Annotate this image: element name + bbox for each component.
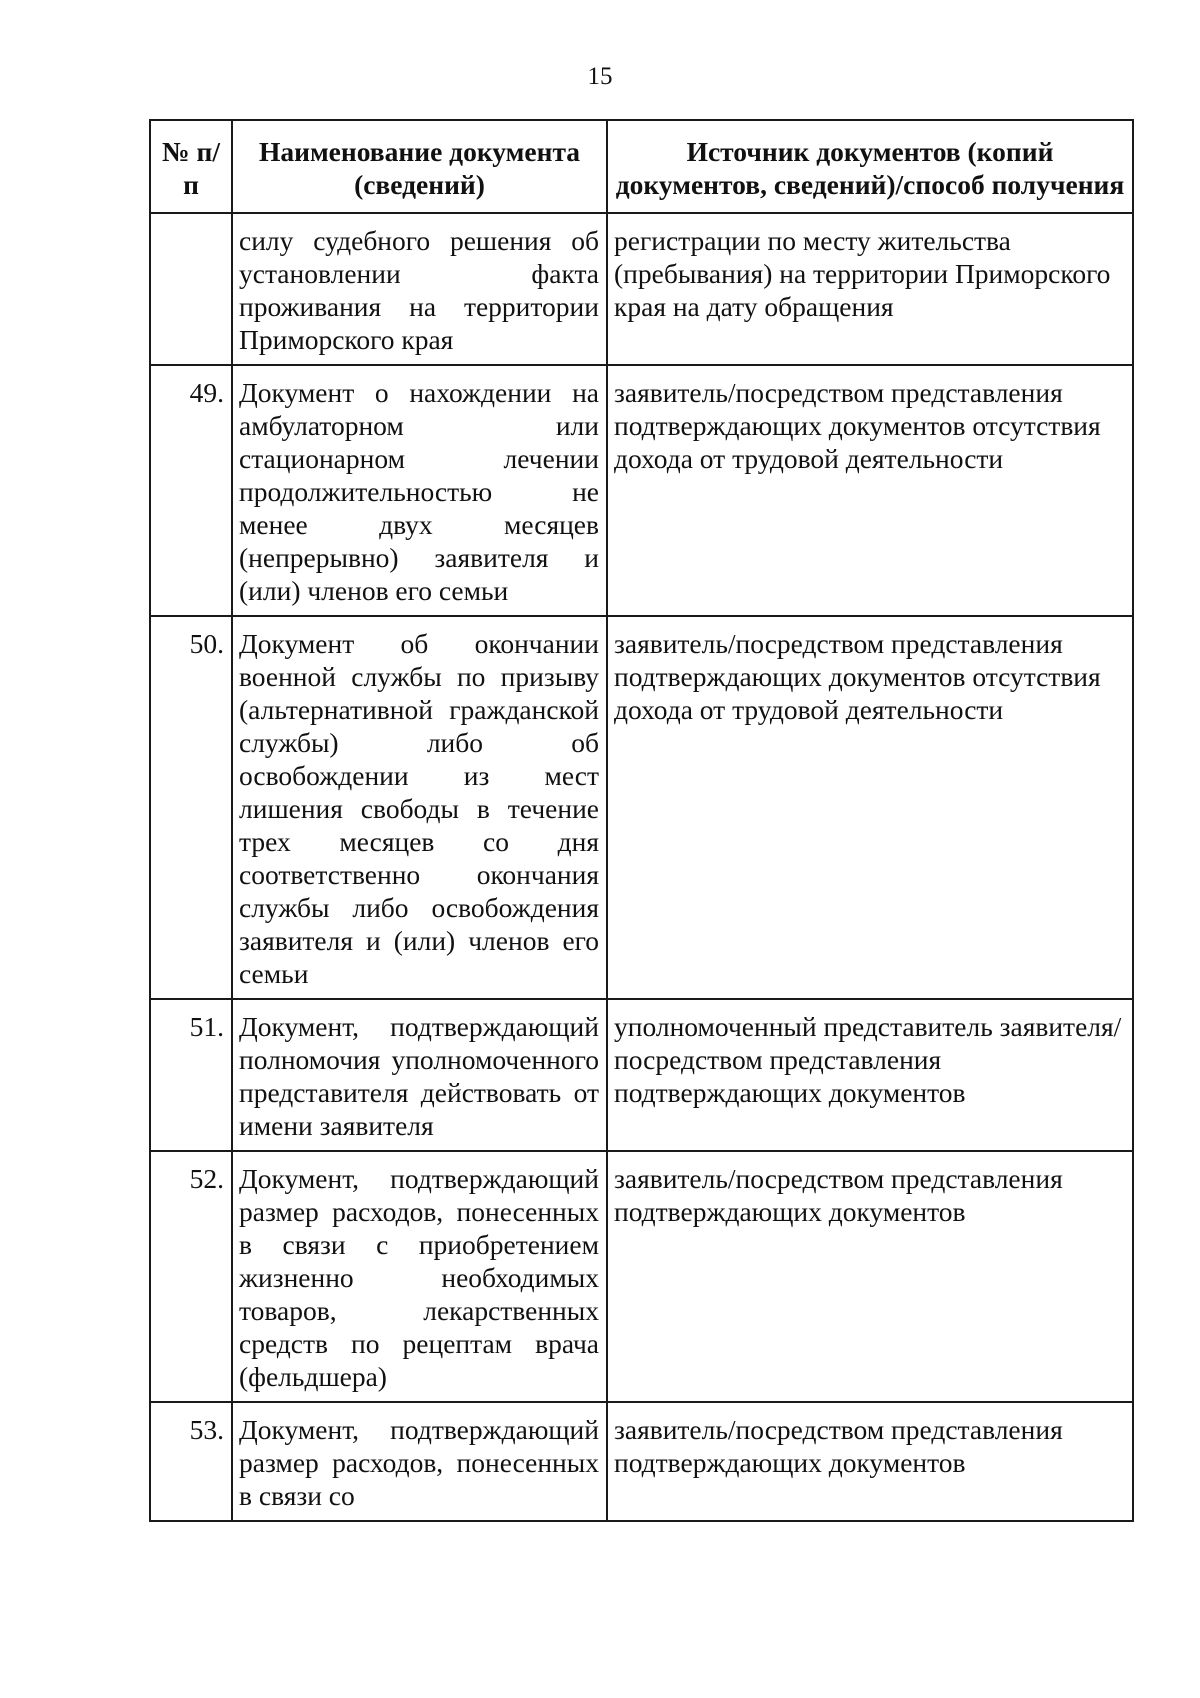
row-document-name: Документ об окончании военной службы по призыву (альтернативной гражданской службы) либо об освобождении из мест лишения свободы в течение трех месяцев со дня соответственно окончания службы либо освобождения заявителя и (или) членов его семьи [232,616,607,999]
table-header [150,120,1133,213]
page-number: 15 [587,63,613,90]
row-number: 50. [150,616,232,999]
table-body [150,213,1133,1521]
row-document-name: силу судебного решения об установлении факта проживания на территории Приморского края [232,213,607,365]
row-number: 51. [150,999,232,1151]
row-document-source: заявитель/посредством представления подтверждающих документов отсутствия дохода от трудовой деятельности [607,365,1133,616]
table-row [150,1151,1133,1402]
row-document-name: Документ, подтверждающий размер расходов, понесенных в связи со [232,1402,607,1521]
row-document-source: регистрации по месту жительства (пребывания) на территории Приморского края на дату обращения [607,213,1133,365]
table-row [150,1402,1133,1521]
row-document-source: заявитель/посредством представления подтверждающих документов [607,1402,1133,1521]
row-document-name: Документ, подтверждающий полномочия уполномоченного представителя действовать от имени заявителя [232,999,607,1151]
documents-table [149,119,1134,1522]
row-number: 52. [150,1151,232,1402]
table-row [150,616,1133,999]
header-document-source: Источник документов (копий документов, сведений)/способ получения [607,120,1133,213]
header-document-name: Наименование документа (сведений) [232,120,607,213]
row-document-source: заявитель/посредством представления подтверждающих документов отсутствия дохода от трудовой деятельности [607,616,1133,999]
header-row [150,120,1133,213]
row-number: 53. [150,1402,232,1521]
row-document-source: заявитель/посредством представления подтверждающих документов [607,1151,1133,1402]
header-number: № п/п [150,120,232,213]
row-document-name: Документ, подтверждающий размер расходов, понесенных в связи с приобретением жизненно необходимых товаров, лекарственных средств по рецептам врача (фельдшера) [232,1151,607,1402]
row-document-name: Документ о нахождении на амбулаторном или стационарном лечении продолжительностью не менее двух месяцев (непрерывно) заявителя и (или) членов его семьи [232,365,607,616]
row-document-source: уполномоченный представитель заявителя/посредством представления подтверждающих документов [607,999,1133,1151]
table-row [150,365,1133,616]
table-row [150,213,1133,365]
row-number [150,213,232,365]
row-number: 49. [150,365,232,616]
table-row [150,999,1133,1151]
